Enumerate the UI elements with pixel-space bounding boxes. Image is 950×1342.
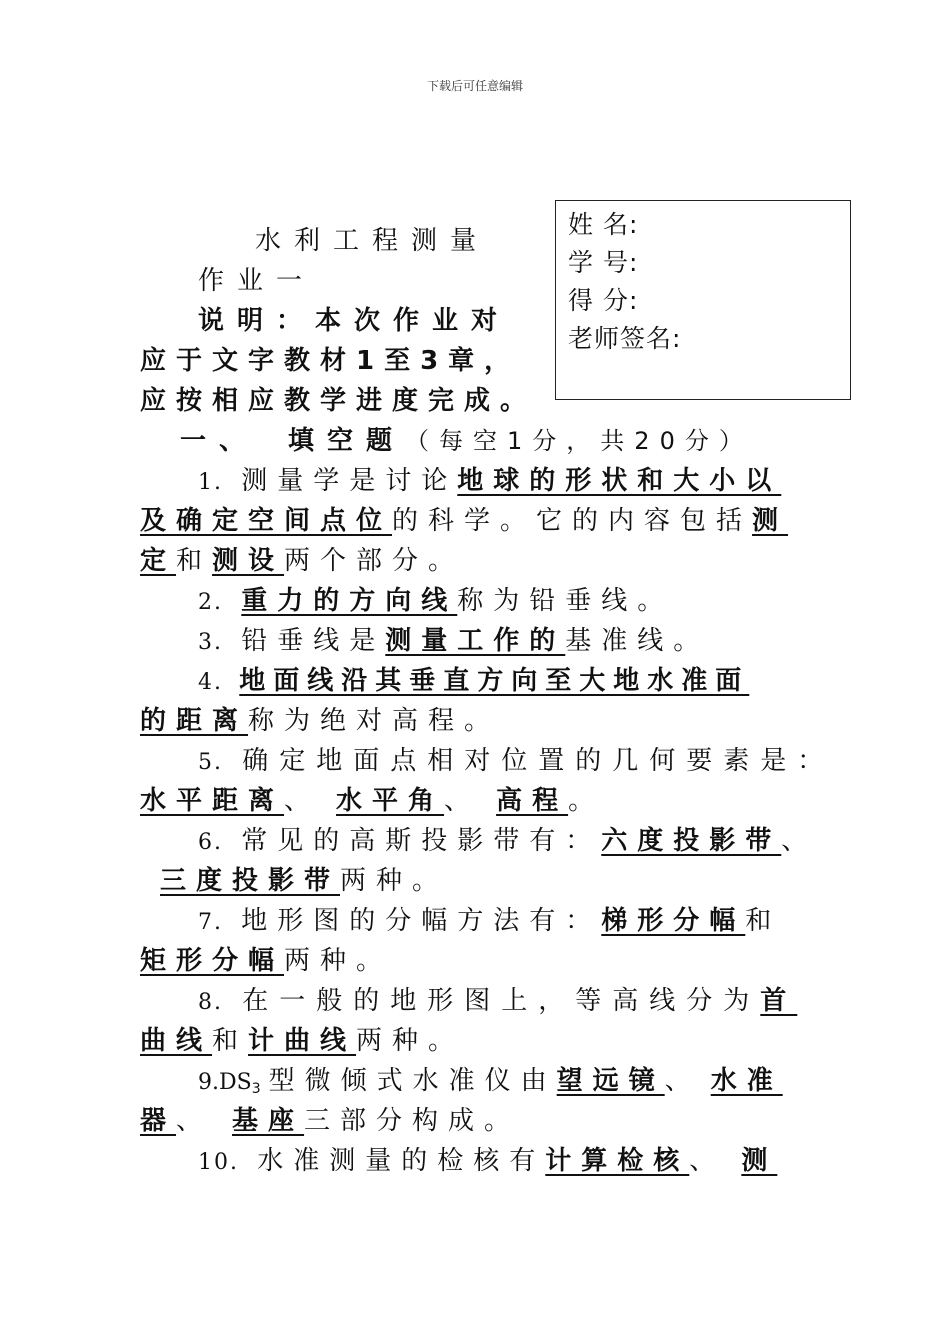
section-rule: （每空1分，共20分）	[405, 427, 753, 455]
question-5-line-2: 水平距离、 水平角、 高程。	[140, 786, 605, 816]
answer-blank: 测	[741, 1146, 778, 1176]
question-8-line-1: 8. 在一般的地形图上，等高线分为首	[198, 986, 798, 1016]
answer-blank: 地面线沿其垂直方向至大地水准面	[239, 666, 750, 696]
answer-blank: 基座	[232, 1106, 305, 1136]
answer-blank: 矩形分幅	[140, 946, 285, 976]
answer-blank: 计曲线	[248, 1026, 357, 1056]
answer-blank: 的距离	[140, 706, 249, 736]
answer-blank: 水平角	[336, 786, 445, 816]
answer-blank: 曲线	[140, 1026, 213, 1056]
teacher-field	[568, 319, 681, 355]
answer-blank: 六度投影带	[601, 826, 782, 856]
name-label: 姓 名:	[568, 210, 639, 239]
question-2: 2. 重力的方向线称为铅垂线。	[198, 586, 674, 616]
answer-blank: 及确定空间点位	[140, 506, 393, 536]
id-label: 学 号:	[568, 248, 639, 277]
answer-blank: 水平距离	[140, 786, 285, 816]
student-info-box	[555, 200, 851, 400]
question-7-line-1: 7. 地形图的分幅方法有：梯形分幅和	[198, 906, 782, 936]
id-field	[568, 243, 638, 279]
section-heading	[180, 424, 753, 458]
document-title: 水利工程测量	[255, 226, 490, 256]
question-4-line-1: 4. 地面线沿其垂直方向至大地水准面	[198, 666, 750, 696]
assignment-subtitle: 作业一	[198, 266, 316, 296]
answer-blank: 梯形分幅	[601, 906, 746, 936]
question-6-line-1: 6. 常见的高斯投影带有：六度投影带、	[198, 826, 818, 856]
question-1-line-2: 及确定空间点位的科学。它的内容包括测	[140, 506, 789, 536]
question-3: 3. 铅垂线是测量工作的基准线。	[198, 626, 710, 656]
score-label: 得 分:	[568, 286, 639, 315]
note-line-3: 应按相应教学进度完成。	[140, 386, 537, 416]
question-8-line-2: 曲线和计曲线两种。	[140, 1026, 465, 1056]
question-6-line-2: 三度投影带两种。	[160, 866, 449, 896]
score-field	[568, 281, 638, 317]
answer-blank: 首	[760, 986, 798, 1016]
question-4-line-2: 的距离称为绝对高程。	[140, 706, 501, 736]
section-number: 一、	[180, 426, 259, 456]
teacher-label: 老师签名:	[568, 324, 682, 353]
page-header: 下载后可任意编辑	[426, 79, 523, 93]
question-10-line-1: 10. 水准测量的检核有计算检核、 测	[198, 1146, 778, 1176]
section-name: 填空题	[288, 426, 406, 456]
question-1-line-1: 1. 测量学是讨论地球的形状和大小以	[198, 466, 782, 496]
answer-blank: 定	[140, 546, 177, 576]
question-7-line-2: 矩形分幅两种。	[140, 946, 393, 976]
name-field	[568, 205, 638, 241]
answer-blank: 三度投影带	[160, 866, 341, 896]
answer-blank: 高程	[496, 786, 569, 816]
answer-blank: 测	[752, 506, 789, 536]
answer-blank: 测设	[212, 546, 285, 576]
note-line-1: 说明：本次作业对	[198, 306, 511, 336]
answer-blank: 地球的形状和大小以	[457, 466, 782, 496]
answer-blank: 望远镜	[556, 1066, 665, 1096]
answer-blank: 重力的方向线	[241, 586, 458, 616]
answer-blank: 测量工作的	[385, 626, 566, 656]
answer-blank: 计算检核	[545, 1146, 690, 1176]
question-1-line-3: 定和测设两个部分。	[140, 546, 465, 576]
note-line-2: 应于文字教材1至3章，	[140, 346, 521, 376]
question-9-line-2: 器、 基座三部分构成。	[140, 1106, 521, 1136]
question-9-line-1: $9.DS_3$型微倾式水准仪由望远镜、 水准	[198, 1066, 783, 1097]
answer-blank: 器	[140, 1106, 177, 1136]
question-5-line-1: 5. 确定地面点相对位置的几何要素是：	[198, 746, 835, 776]
answer-blank: 水准	[710, 1066, 783, 1096]
